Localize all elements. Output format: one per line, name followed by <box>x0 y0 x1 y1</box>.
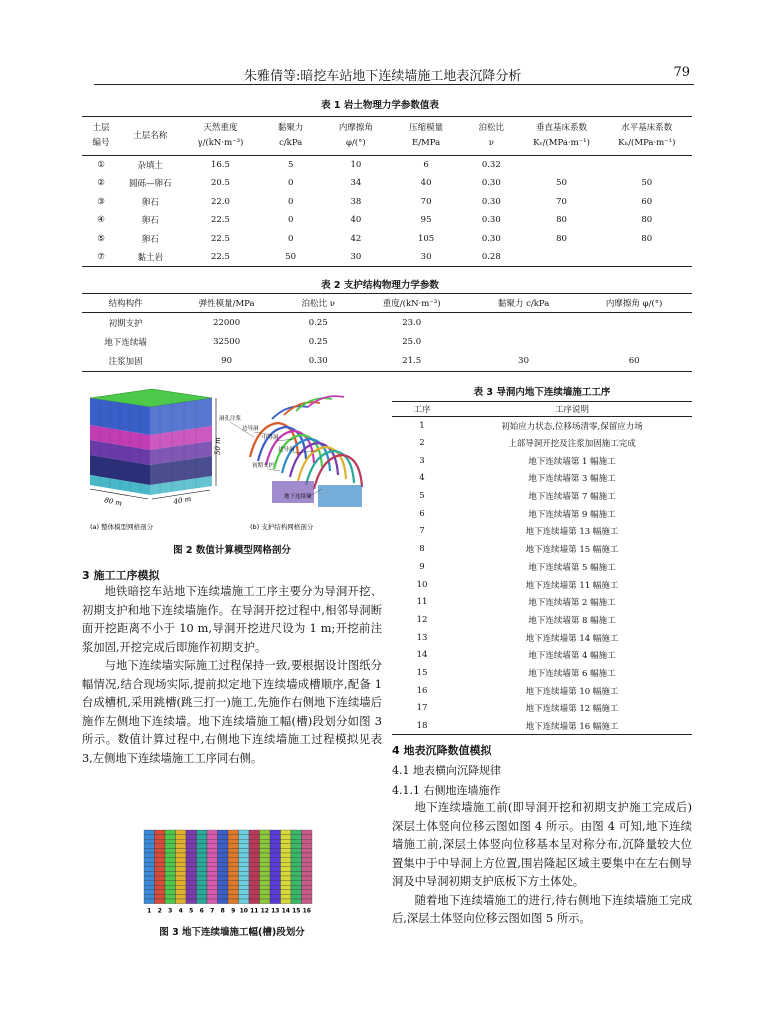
table1-cell: 22.5 <box>210 233 230 244</box>
table1-cell: 0.28 <box>481 252 501 262</box>
table1-header-line: 黏聚力 <box>277 123 304 133</box>
table3-cell: 15 <box>416 667 428 678</box>
table3-cell: 4 <box>419 473 425 484</box>
table1-cell: 70 <box>420 196 432 207</box>
table1-cell: 黏土岩 <box>137 253 163 263</box>
panel-number: 6 <box>199 907 204 915</box>
table1-header-cell <box>602 117 692 156</box>
fig2-label-grouting: 洞孔注浆 <box>219 416 242 422</box>
table1-cell: 0.30 <box>481 196 501 207</box>
table3-cell: 1 <box>419 420 425 431</box>
figure3 <box>140 828 316 920</box>
table1-cell: 30 <box>350 252 362 262</box>
panel-number: 16 <box>302 907 311 915</box>
table1-cell: 0.30 <box>481 215 501 226</box>
table1-cell: 卵石 <box>141 234 159 245</box>
table1-row <box>82 174 692 193</box>
table1-cell <box>521 248 601 267</box>
table3-row <box>392 664 692 682</box>
table2-cell: 0.30 <box>308 356 328 366</box>
panel-number: 7 <box>210 907 215 915</box>
table3-cell: 初始应力状态,位移场清零,保留应力场 <box>501 421 643 432</box>
table2-header-cell: 弹性模量/MPa <box>198 299 255 309</box>
table1-cell: 圆砾—卵石 <box>128 179 172 190</box>
table1-header-line: 天然重度 <box>203 123 238 133</box>
wall-panel-2 <box>155 830 166 904</box>
table1-cell: 70 <box>556 196 567 207</box>
table1-header-cell <box>521 117 601 156</box>
table3-row <box>392 682 692 700</box>
fig2-label-side-drift-left: 边导洞 <box>242 426 259 432</box>
section4-body <box>392 799 692 929</box>
table2-cell: 23.0 <box>402 317 422 328</box>
table3-cell: 16 <box>416 685 428 696</box>
wall-panel-12 <box>260 830 271 904</box>
table1-cell: 40 <box>420 178 432 189</box>
table1-header-line: 垂直基床系数 <box>535 123 587 133</box>
wall-panel-6 <box>197 830 208 904</box>
wall-panel-13 <box>270 830 281 904</box>
wall-panel-11 <box>249 830 260 904</box>
wall-panel-4 <box>176 830 187 904</box>
table3 <box>392 401 692 735</box>
table1-caption: 表 1 岩土物理力学参数值表 <box>321 100 439 111</box>
table2-header-cell: 黏聚力 c/kPa <box>497 299 550 309</box>
table3-header-cell: 工序 <box>413 405 431 415</box>
table1-cell: 22.5 <box>210 215 230 226</box>
table3-row <box>392 646 692 664</box>
table2-cell: 地下连续墙 <box>104 337 147 348</box>
table2-cell <box>576 332 692 352</box>
table3-cell: 12 <box>416 614 428 625</box>
fig2-sub-a: (a) 整体模型网格剖分 <box>90 523 154 531</box>
table2-row <box>82 352 692 372</box>
wall-panel-10 <box>239 830 250 904</box>
section3-paragraph-1: 地铁暗挖车站地下连续墙施工工序主要分为导洞开挖、初期支护和地下连续墙施作。在导洞开挖过程中,相邻导洞断面开挖距离不小于 10 m,导洞开挖进尺设为 1 m;开挖前注浆加固,开挖完成后即施作初期支护。 <box>82 585 382 654</box>
figure2-graphic <box>82 385 382 535</box>
table1-row <box>82 156 692 175</box>
panel-number: 1 <box>147 907 152 915</box>
table1-header-cell <box>120 117 180 156</box>
panel-number: 15 <box>292 907 301 915</box>
table3-caption: 表 3 导洞内地下连续墙施工工序 <box>473 387 611 398</box>
table3-cell: 8 <box>419 544 425 555</box>
table1-header-line: Kᵥ/(MPa·m⁻¹) <box>533 138 590 148</box>
table3-row <box>392 523 692 541</box>
table3-cell: 地下连续墙第 7 幅施工 <box>528 492 616 503</box>
table3-header-cell: 工序说明 <box>554 405 589 415</box>
section3-paragraph-2: 与地下连续墙实际施工过程保持一致,要根据设计图纸分幅情况,结合现场实际,提前拟定地下连续墙成槽顺序,配备 1 台成槽机,采用跳槽(跳三打一)施工,先施作右侧地下连续墙后施作左侧地下连续墙。地下连续墙施工幅(槽)段划分如图 3 所示。数值计算过程中,右侧地下连续墙施工过程模拟见表 3,左侧地下连续墙施工工序同右侧。 <box>82 659 382 765</box>
table1-header-line: c/kPa <box>279 138 303 148</box>
table1-header-line: 压缩模量 <box>409 123 444 133</box>
table1 <box>82 116 692 267</box>
table3-cell: 6 <box>419 508 425 519</box>
table1-cell: 50 <box>641 178 653 189</box>
table1-cell: 5 <box>287 160 294 170</box>
table3-cell: 3 <box>419 455 425 466</box>
table3-row <box>392 470 692 488</box>
table3-row <box>392 558 692 576</box>
panel-number: 13 <box>271 907 280 915</box>
table1-header-line: E/MPa <box>411 138 441 148</box>
dim-40m: 40 m <box>172 495 192 506</box>
table2-cell: 0.25 <box>308 336 328 347</box>
table1-cell <box>602 156 692 175</box>
table1-row <box>82 230 692 249</box>
fig2-label-diaphragm-wall: 地下连续墙 <box>284 494 312 500</box>
table2-cell <box>471 332 576 352</box>
table3-row <box>392 434 692 452</box>
section4-1-1-title: 4.1.1 右侧地连墙施作 <box>392 784 501 797</box>
table1-cell <box>521 156 601 175</box>
table1-cell: 34 <box>350 178 362 189</box>
table1-header-line: 土层 <box>92 123 110 133</box>
panel-number: 14 <box>281 907 290 915</box>
fig2-sub-b: (b) 支护结构网格剖分 <box>250 523 314 531</box>
wall-panel-1 <box>144 830 155 904</box>
table1-cell: 30 <box>420 252 432 262</box>
figure3-caption: 图 3 地下连续墙施工幅(槽)段划分 <box>159 927 305 938</box>
table1-cell: 6 <box>423 160 429 170</box>
table1-cell: 卵石 <box>141 197 159 208</box>
table1-cell: 40 <box>350 215 362 226</box>
table2-cell: 90 <box>221 356 232 366</box>
panel-number: 8 <box>220 907 225 915</box>
panel-number: 3 <box>168 907 173 915</box>
table3-cell: 地下连续墙第 4 幅施工 <box>528 651 616 662</box>
panel-number: 10 <box>239 907 248 915</box>
table2-caption: 表 2 支护结构物理力学参数 <box>321 280 439 291</box>
table1-cell: 10 <box>350 160 362 170</box>
table3-row <box>392 629 692 647</box>
table1-cell: 80 <box>641 233 653 244</box>
panel-number: 2 <box>157 907 162 915</box>
table1-header-line: 编号 <box>92 138 110 148</box>
table1-cell: ③ <box>97 196 105 207</box>
mesh-model-block <box>90 389 216 499</box>
table3-row <box>392 700 692 718</box>
figure3-graphic <box>140 828 316 920</box>
table3-row <box>392 576 692 594</box>
table1-cell: 20.5 <box>210 178 230 189</box>
table2-cell: 25.0 <box>402 336 422 347</box>
table2-cell <box>576 313 692 333</box>
table1-header-line: 泊松比 <box>478 123 505 133</box>
support-structure-mesh <box>250 396 362 507</box>
wall-panel-8 <box>218 830 229 904</box>
table3-cell: 地下连续墙第 5 幅施工 <box>528 562 616 573</box>
table2-cell: 21.5 <box>402 356 422 366</box>
table3-row <box>392 611 692 629</box>
table1-cell: 80 <box>556 233 567 244</box>
table3-cell: 2 <box>419 438 425 449</box>
table2-row <box>82 332 692 352</box>
table1-cell: 0 <box>287 196 294 207</box>
table2-cell <box>471 313 576 333</box>
table1-cell: 42 <box>350 233 362 244</box>
table1-cell: 0.30 <box>481 178 501 189</box>
table1-cell: 80 <box>641 215 653 226</box>
table3-cell: 上部导洞开挖及注浆加固施工完成 <box>508 439 636 450</box>
table3-cell: 10 <box>416 579 428 590</box>
section4-paragraph-2: 随着地下连续墙施工的进行,待右侧地下连续墙施工完成后,深层土体竖向位移云图如图 5 所示。 <box>392 893 692 925</box>
table1-cell: ① <box>97 160 105 170</box>
table3-cell: 11 <box>416 597 428 608</box>
table1-cell: 0 <box>287 215 294 226</box>
table1-header-cell <box>461 117 521 156</box>
table1-cell: ② <box>97 178 105 189</box>
table1-header-cell <box>321 117 391 156</box>
table1-row <box>82 211 692 230</box>
dim-80m: 80 m <box>103 496 123 508</box>
table2-header-cell: 重度/(kN·m⁻³) <box>382 299 441 309</box>
table2 <box>82 293 692 372</box>
table1-header-line: Kₕ/(MPa·m⁻¹) <box>618 138 676 148</box>
table3-row <box>392 593 692 611</box>
table1-cell: 95 <box>420 215 432 226</box>
table1-cell: 22.5 <box>210 252 230 262</box>
table1-cell <box>602 248 692 267</box>
table2-header-cell: 泊松比 ν <box>301 299 335 309</box>
table3-cell: 地下连续墙第 1 幅施工 <box>528 456 616 467</box>
table3-row <box>392 505 692 523</box>
table1-cell: ⑦ <box>97 252 105 262</box>
section3-title: 3 施工工序模拟 <box>82 569 160 582</box>
table3-cell: 5 <box>419 491 425 502</box>
table1-header-line: 土层名称 <box>133 131 168 141</box>
fig2-label-primary-support: 初期支护 <box>252 463 275 469</box>
table3-row <box>392 540 692 558</box>
table1-header-line: φ/(°) <box>346 138 366 148</box>
table3-cell: 地下连续墙第 3 幅施工 <box>528 474 616 485</box>
table3-cell: 地下连续墙第 2 幅施工 <box>528 598 616 609</box>
table3-row <box>392 487 692 505</box>
table2-cell: 初期支护 <box>108 318 143 329</box>
running-header <box>94 62 694 85</box>
section3-body <box>82 583 382 768</box>
page-number: 79 <box>673 65 690 80</box>
table1-cell: 22.0 <box>210 196 230 207</box>
table3-cell: 9 <box>419 561 425 572</box>
table3-cell: 地下连续墙第 16 幅施工 <box>525 721 619 732</box>
dim-50m: 50 m <box>214 437 222 455</box>
table1-header-cell <box>261 117 321 156</box>
table2-cell: 32500 <box>213 336 241 347</box>
table1-row <box>82 193 692 212</box>
fig2-label-middle-drift: 中导洞 <box>262 435 279 441</box>
table1-header-cell <box>391 117 461 156</box>
table3-row <box>392 452 692 470</box>
table1-cell: ⑤ <box>97 233 105 244</box>
wall-panel-5 <box>186 830 197 904</box>
table1-cell: 0.32 <box>481 160 501 170</box>
table1-cell: 0 <box>287 178 294 189</box>
table3-cell: 地下连续墙第 15 幅施工 <box>525 545 619 556</box>
table3-cell: 地下连续墙第 12 幅施工 <box>525 704 619 715</box>
table2-cell: 0.25 <box>308 317 328 328</box>
table3-cell: 地下连续墙第 13 幅施工 <box>525 527 619 538</box>
table3-cell: 14 <box>416 650 428 661</box>
table1-header-line: 水平基床系数 <box>621 123 673 133</box>
table1-header-line: ν <box>488 138 494 148</box>
fig2-label-side-drift-right: 边导洞 <box>278 447 295 453</box>
section4-title: 4 地表沉降数值模拟 <box>392 744 492 757</box>
table1-header-cell <box>82 117 120 156</box>
panel-number: 4 <box>178 907 183 915</box>
table3-cell: 地下连续墙第 10 幅施工 <box>525 686 619 697</box>
figure2 <box>82 385 382 535</box>
panel-number: 5 <box>189 907 194 915</box>
table1-header-line: γ/(kN·m⁻³) <box>197 138 244 148</box>
table1-cell: 0.30 <box>481 233 501 244</box>
table1-cell: 80 <box>556 215 567 226</box>
table3-cell: 地下连续墙第 11 幅施工 <box>525 580 619 591</box>
table1-cell: 50 <box>285 252 297 262</box>
table1-header-line: 内摩擦角 <box>338 123 373 133</box>
table1-cell: 卵石 <box>141 216 159 227</box>
table3-cell: 13 <box>416 632 428 643</box>
figure2-caption: 图 2 数值计算模型网格剖分 <box>173 545 291 556</box>
table3-cell: 地下连续墙第 14 幅施工 <box>525 633 619 644</box>
panel-number: 9 <box>231 907 236 915</box>
table1-cell: 0 <box>287 233 294 244</box>
table3-cell: 地下连续墙第 9 幅施工 <box>528 509 616 520</box>
wall-panel-9 <box>228 830 239 904</box>
wall-panel-3 <box>165 830 176 904</box>
section4-1-title: 4.1 地表横向沉降规律 <box>392 764 501 777</box>
wall-panel-14 <box>281 830 292 904</box>
wall-panel-16 <box>302 830 313 904</box>
table2-cell: 注浆加固 <box>108 357 143 367</box>
table1-cell: 16.5 <box>210 160 230 170</box>
table1-cell: 105 <box>417 233 435 244</box>
table1-cell: ④ <box>97 215 105 226</box>
table2-cell: 22000 <box>213 317 241 328</box>
panel-number: 12 <box>260 907 269 915</box>
table2-cell: 60 <box>628 356 640 366</box>
table3-cell: 地下连续墙第 6 幅施工 <box>528 668 616 679</box>
wall-panel-7 <box>207 830 218 904</box>
wall-panel-15 <box>291 830 302 904</box>
table1-cell: 杂填土 <box>137 161 163 171</box>
table2-header-cell: 结构构件 <box>108 299 143 309</box>
table3-cell: 17 <box>416 703 428 714</box>
table3-cell: 地下连续墙第 8 幅施工 <box>528 615 616 626</box>
table2-header-cell: 内摩擦角 φ/(°) <box>605 299 663 309</box>
table1-cell: 38 <box>350 196 362 207</box>
panel-number: 11 <box>250 907 259 915</box>
header-title: 朱雅倩等:暗挖车站地下连续墙施工地表沉降分析 <box>244 69 522 84</box>
table1-row <box>82 248 692 267</box>
table3-cell: 18 <box>416 720 428 731</box>
table1-cell: 60 <box>641 196 653 207</box>
table2-row <box>82 313 692 333</box>
table1-header-cell <box>180 117 260 156</box>
table3-row <box>392 717 692 735</box>
table3-row <box>392 417 692 435</box>
section4-paragraph-1: 地下连续墙施工前(即导洞开挖和初期支护施工完成后)深层土体竖向位移云图如图 4 所示。由图 4 可知,地下连续墙施工前,深层土体竖向位移基本呈对称分布,沉降量较大位置集中于中导洞上方位置,围岩隆起区域主要集中在左右侧导洞及中导洞初期支护底板下方土体处。 <box>392 801 692 888</box>
table1-cell: 50 <box>556 178 567 189</box>
table2-cell: 30 <box>518 356 529 366</box>
table3-cell: 7 <box>419 526 425 537</box>
